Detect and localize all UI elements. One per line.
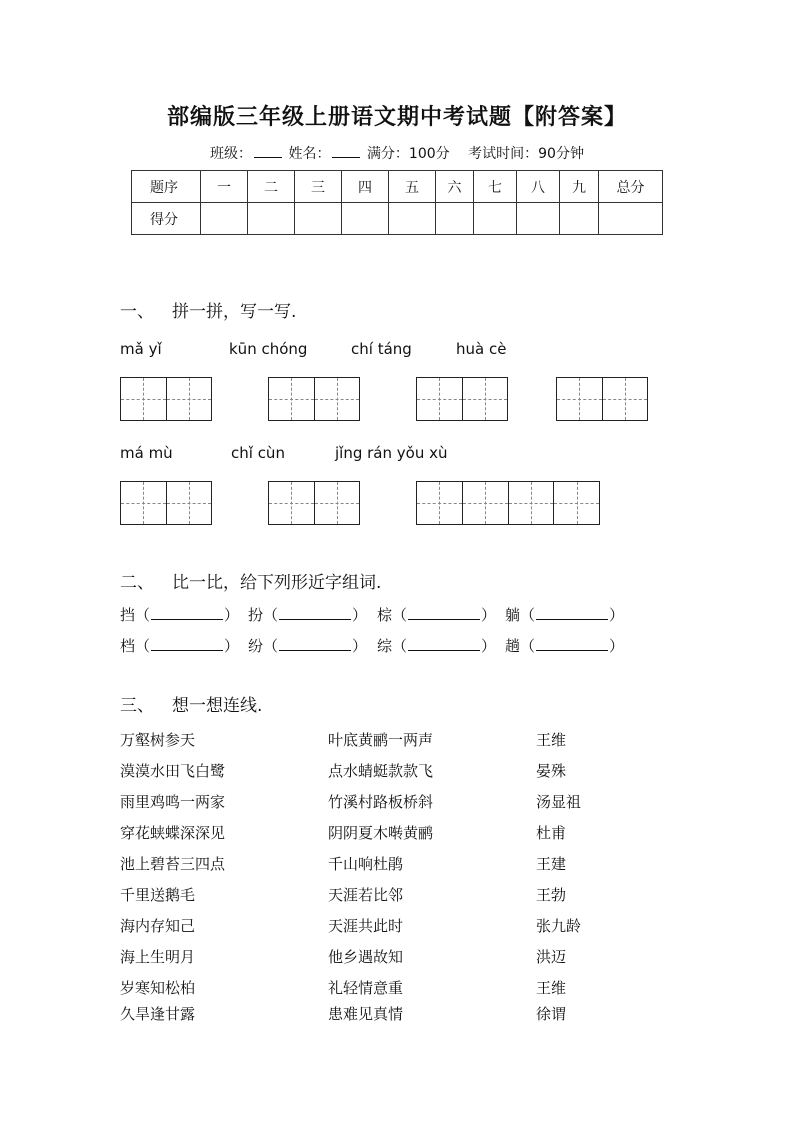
score-cell[interactable] xyxy=(599,203,663,235)
score-cell[interactable] xyxy=(474,203,517,235)
table-header-cell: 二 xyxy=(248,171,295,203)
compare-item[interactable]: 趟（ ） xyxy=(505,637,625,655)
table-header-cell: 九 xyxy=(560,171,599,203)
writing-grid[interactable] xyxy=(268,481,360,525)
table-header-cell: 四 xyxy=(342,171,389,203)
name-blank[interactable] xyxy=(332,145,360,158)
score-cell[interactable] xyxy=(295,203,342,235)
poet-name[interactable]: 王建 xyxy=(536,855,567,873)
writing-grid[interactable] xyxy=(416,481,600,525)
poem-line[interactable]: 穿花蛱蝶深深见 xyxy=(120,824,226,842)
exam-info xyxy=(0,143,794,163)
poem-line[interactable]: 阴阴夏木啭黄鹂 xyxy=(328,824,434,842)
pinyin-item: mǎ yǐ xyxy=(120,340,162,358)
poet-name[interactable]: 王维 xyxy=(536,979,567,997)
score-cell[interactable] xyxy=(560,203,599,235)
table-header-cell: 八 xyxy=(517,171,560,203)
poem-line[interactable]: 岁寒知松柏 xyxy=(120,979,196,997)
section2-heading xyxy=(120,568,381,593)
writing-grid[interactable] xyxy=(120,481,212,525)
compare-item[interactable]: 档（ ） xyxy=(120,637,240,655)
class-blank[interactable] xyxy=(254,145,282,158)
score-row xyxy=(132,203,663,235)
poem-line[interactable]: 礼轻情意重 xyxy=(328,979,404,997)
score-row-label: 得分 xyxy=(132,203,201,235)
score-cell[interactable] xyxy=(436,203,474,235)
section-number: 三、 xyxy=(120,696,154,716)
pinyin-item: chǐ cùn xyxy=(231,444,285,462)
score-table xyxy=(131,170,663,235)
poet-name[interactable]: 洪迈 xyxy=(536,948,567,966)
writing-grid[interactable] xyxy=(120,377,212,421)
compare-item[interactable]: 扮（ ） xyxy=(248,606,368,624)
section3-heading xyxy=(120,691,262,716)
poem-line[interactable]: 海上生明月 xyxy=(120,948,196,966)
table-header-cell: 总分 xyxy=(599,171,663,203)
pinyin-item: kūn chóng xyxy=(229,340,308,358)
score-header-row xyxy=(132,171,663,203)
compare-item[interactable]: 纷（ ） xyxy=(248,637,368,655)
full-score: 满分：100分 xyxy=(366,146,450,162)
table-header-cell: 三 xyxy=(295,171,342,203)
poet-name[interactable]: 王勃 xyxy=(536,886,567,904)
score-cell[interactable] xyxy=(248,203,295,235)
poem-line[interactable]: 海内存知己 xyxy=(120,917,196,935)
poet-name[interactable]: 汤显祖 xyxy=(536,793,582,811)
pinyin-item: jǐng rán yǒu xù xyxy=(335,444,448,462)
section-title: 比一比，给下列形近字组词. xyxy=(172,573,382,593)
poem-line[interactable]: 他乡遇故知 xyxy=(328,948,404,966)
class-label: 班级： xyxy=(210,146,253,162)
compare-item[interactable]: 躺（ ） xyxy=(505,606,625,624)
writing-grid[interactable] xyxy=(416,377,508,421)
name-label: 姓名： xyxy=(288,146,331,162)
poem-line[interactable]: 千里送鹅毛 xyxy=(120,886,196,904)
pinyin-item: má mù xyxy=(120,444,173,462)
table-header-cell: 题序 xyxy=(132,171,201,203)
poem-line[interactable]: 天涯若比邻 xyxy=(328,886,404,904)
section-title: 拼一拼，写一写. xyxy=(172,302,297,322)
table-header-cell: 五 xyxy=(389,171,436,203)
score-cell[interactable] xyxy=(389,203,436,235)
poem-line[interactable]: 天涯共此时 xyxy=(328,917,404,935)
poem-line[interactable]: 千山响杜鹃 xyxy=(328,855,404,873)
poem-line[interactable]: 患难见真情 xyxy=(328,1005,404,1023)
poet-name[interactable]: 杜甫 xyxy=(536,824,567,842)
table-header-cell: 一 xyxy=(201,171,248,203)
score-cell[interactable] xyxy=(342,203,389,235)
poem-line[interactable]: 万壑树参天 xyxy=(120,731,196,749)
poem-line[interactable]: 久旱逢甘露 xyxy=(120,1005,196,1023)
pinyin-item: chí táng xyxy=(351,340,412,358)
poem-line[interactable]: 雨里鸡鸣一两家 xyxy=(120,793,226,811)
poem-line[interactable]: 叶底黄鹂一两声 xyxy=(328,731,434,749)
section-number: 一、 xyxy=(120,302,154,322)
exam-time: 考试时间：90分钟 xyxy=(468,146,584,162)
pinyin-item: huà cè xyxy=(456,340,507,358)
poet-name[interactable]: 徐谓 xyxy=(536,1005,567,1023)
section-number: 二、 xyxy=(120,573,154,593)
table-header-cell: 七 xyxy=(474,171,517,203)
page-title: 部编版三年级上册语文期中考试题【附答案】 xyxy=(166,104,627,130)
poem-line[interactable]: 竹溪村路板桥斜 xyxy=(328,793,434,811)
table-header-cell: 六 xyxy=(436,171,474,203)
score-cell[interactable] xyxy=(201,203,248,235)
poem-line[interactable]: 池上碧苔三四点 xyxy=(120,855,226,873)
writing-grid[interactable] xyxy=(556,377,648,421)
poet-name[interactable]: 晏殊 xyxy=(536,762,567,780)
compare-item[interactable]: 棕（ ） xyxy=(377,606,497,624)
writing-grid[interactable] xyxy=(268,377,360,421)
poem-line[interactable]: 漠漠水田飞白鹭 xyxy=(120,762,226,780)
section1-heading xyxy=(120,297,296,322)
score-cell[interactable] xyxy=(517,203,560,235)
poet-name[interactable]: 张九龄 xyxy=(536,917,582,935)
poet-name[interactable]: 王维 xyxy=(536,731,567,749)
compare-item[interactable]: 综（ ） xyxy=(377,637,497,655)
section-title: 想一想连线. xyxy=(172,696,263,716)
poem-line[interactable]: 点水蜻蜓款款飞 xyxy=(328,762,434,780)
compare-item[interactable]: 挡（ ） xyxy=(120,606,240,624)
